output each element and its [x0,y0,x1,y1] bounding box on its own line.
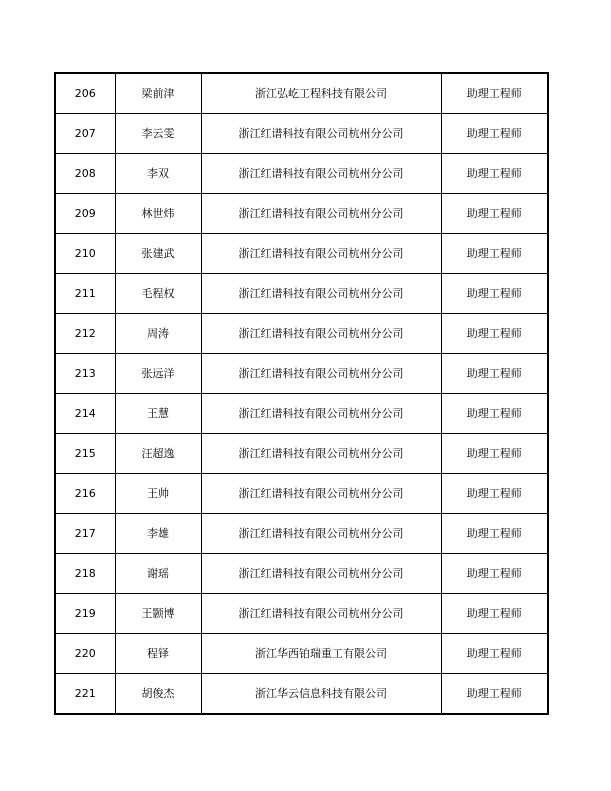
company-cell: 浙江红谱科技有限公司杭州分公司 [201,194,441,234]
company-cell: 浙江红谱科技有限公司杭州分公司 [201,114,441,154]
name-cell: 梁前津 [115,73,201,114]
table-row [55,474,548,514]
row-number-cell: 207 [55,114,115,154]
row-number-cell: 217 [55,514,115,554]
name-cell: 王慧 [115,394,201,434]
title-cell: 助理工程师 [441,674,548,715]
name-cell: 周涛 [115,314,201,354]
table-row [55,274,548,314]
row-number-cell: 218 [55,554,115,594]
company-cell: 浙江红谱科技有限公司杭州分公司 [201,314,441,354]
table-row [55,354,548,394]
title-cell: 助理工程师 [441,634,548,674]
name-cell: 李雄 [115,514,201,554]
title-cell: 助理工程师 [441,514,548,554]
name-cell: 林世炜 [115,194,201,234]
name-cell: 汪超逸 [115,434,201,474]
table-row [55,554,548,594]
company-cell: 浙江弘屹工程科技有限公司 [201,73,441,114]
row-number-cell: 219 [55,594,115,634]
company-cell: 浙江红谱科技有限公司杭州分公司 [201,514,441,554]
title-cell: 助理工程师 [441,394,548,434]
table-row [55,674,548,715]
company-cell: 浙江华西铂瑞重工有限公司 [201,634,441,674]
name-cell: 谢瑶 [115,554,201,594]
name-cell: 程铎 [115,634,201,674]
title-cell: 助理工程师 [441,594,548,634]
row-number-cell: 220 [55,634,115,674]
table-row [55,594,548,634]
personnel-table [54,72,549,715]
company-cell: 浙江红谱科技有限公司杭州分公司 [201,434,441,474]
title-cell: 助理工程师 [441,314,548,354]
company-cell: 浙江红谱科技有限公司杭州分公司 [201,474,441,514]
company-cell: 浙江红谱科技有限公司杭州分公司 [201,234,441,274]
company-cell: 浙江红谱科技有限公司杭州分公司 [201,394,441,434]
title-cell: 助理工程师 [441,434,548,474]
title-cell: 助理工程师 [441,554,548,594]
table-row [55,114,548,154]
company-cell: 浙江红谱科技有限公司杭州分公司 [201,274,441,314]
title-cell: 助理工程师 [441,234,548,274]
table-row [55,154,548,194]
name-cell: 李云雯 [115,114,201,154]
table-row [55,514,548,554]
title-cell: 助理工程师 [441,354,548,394]
row-number-cell: 209 [55,194,115,234]
title-cell: 助理工程师 [441,73,548,114]
title-cell: 助理工程师 [441,194,548,234]
table-row [55,634,548,674]
table-row [55,314,548,354]
title-cell: 助理工程师 [441,274,548,314]
name-cell: 李双 [115,154,201,194]
name-cell: 王颢博 [115,594,201,634]
row-number-cell: 210 [55,234,115,274]
company-cell: 浙江红谱科技有限公司杭州分公司 [201,154,441,194]
row-number-cell: 206 [55,73,115,114]
title-cell: 助理工程师 [441,114,548,154]
name-cell: 毛程权 [115,274,201,314]
name-cell: 张建武 [115,234,201,274]
name-cell: 张远洋 [115,354,201,394]
company-cell: 浙江红谱科技有限公司杭州分公司 [201,354,441,394]
row-number-cell: 216 [55,474,115,514]
title-cell: 助理工程师 [441,154,548,194]
table-row [55,194,548,234]
row-number-cell: 214 [55,394,115,434]
table-row [55,234,548,274]
company-cell: 浙江红谱科技有限公司杭州分公司 [201,594,441,634]
row-number-cell: 221 [55,674,115,715]
table-row [55,394,548,434]
row-number-cell: 212 [55,314,115,354]
row-number-cell: 215 [55,434,115,474]
company-cell: 浙江红谱科技有限公司杭州分公司 [201,554,441,594]
table-row [55,73,548,114]
table-row [55,434,548,474]
company-cell: 浙江华云信息科技有限公司 [201,674,441,715]
name-cell: 胡俊杰 [115,674,201,715]
row-number-cell: 208 [55,154,115,194]
title-cell: 助理工程师 [441,474,548,514]
name-cell: 王帅 [115,474,201,514]
row-number-cell: 211 [55,274,115,314]
row-number-cell: 213 [55,354,115,394]
